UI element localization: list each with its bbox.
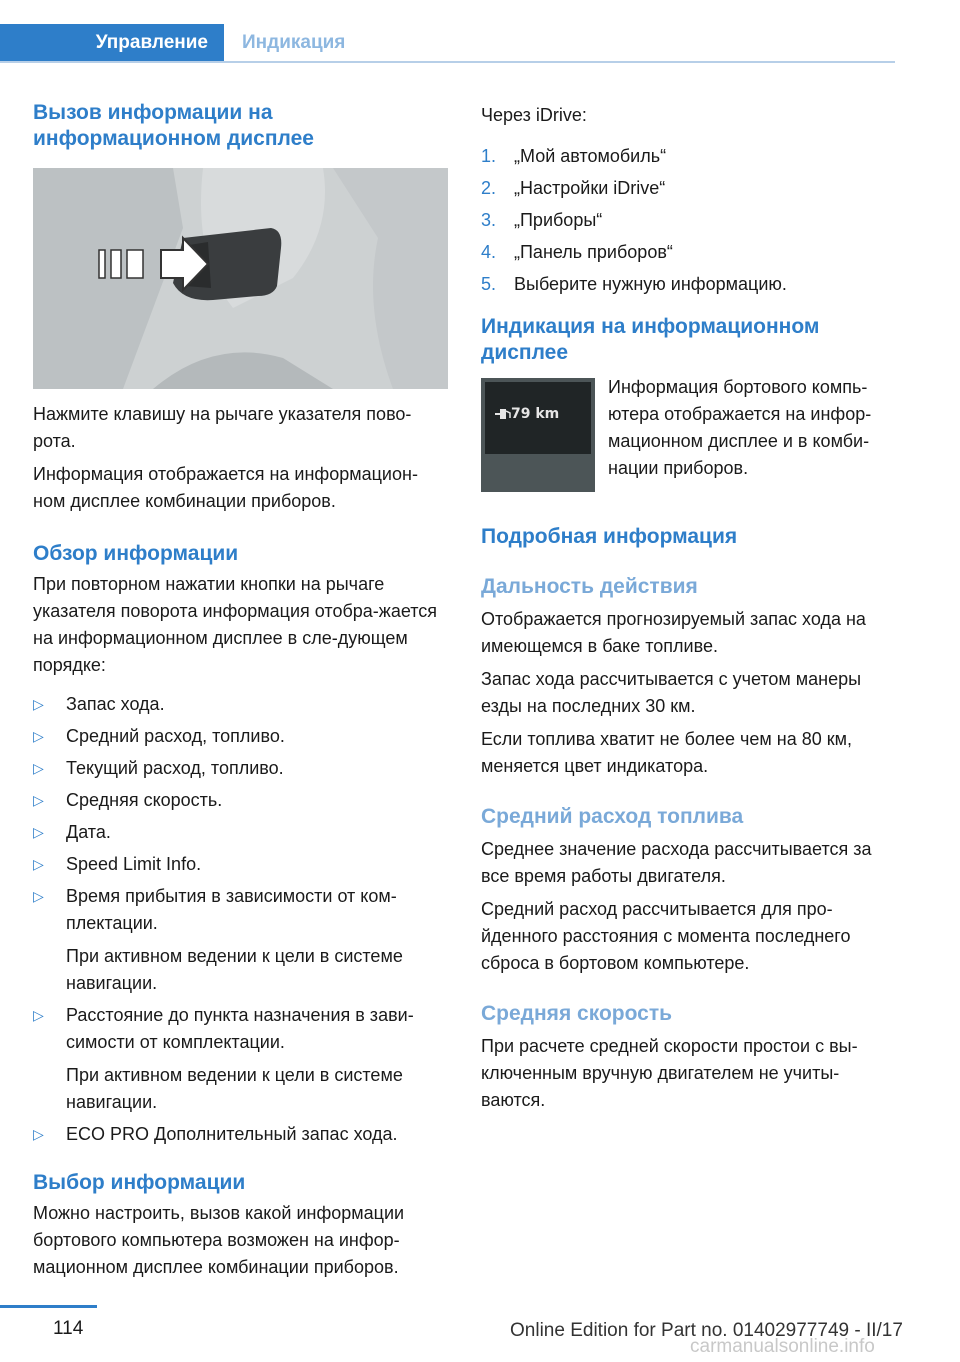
triangle-bullet-icon: ▷: [33, 824, 44, 840]
triangle-bullet-icon: ▷: [33, 760, 44, 776]
paragraph-via-idrive: Через iDrive:: [481, 105, 587, 125]
list-item: ▷ Средняя скорость.: [33, 787, 449, 814]
list-item-note: При активном ведении к цели в системе навигации.: [66, 1065, 403, 1112]
paragraph-choose-info: Можно настроить, вызов какой информации бортового компьютера возможен на инфор-мационном дисплее комбинации приборов.: [33, 1203, 405, 1277]
heading-overview: Обзор информации: [33, 542, 239, 565]
list-item: ▷ Средний расход, топливо.: [33, 723, 449, 750]
heading-display: Индикация на информационном дисплее: [481, 315, 820, 364]
list-item: 2. „Настройки iDrive“: [481, 178, 666, 198]
tab-display[interactable]: Индикация: [242, 32, 346, 53]
paragraph-info-shown: Информация отображается на информацион-ном дисплее комбинации приборов.: [33, 464, 418, 511]
left-column: [33, 100, 449, 1281]
list-item: 4. „Панель приборов“: [481, 242, 673, 262]
page-number: 114: [53, 1318, 84, 1339]
lever-illustration: [33, 168, 448, 389]
subheading-avg-consumption: Средний расход топлива: [481, 805, 744, 828]
triangle-bullet-icon: ▷: [33, 1126, 44, 1142]
triangle-bullet-icon: ▷: [33, 696, 44, 712]
fuel-pump-icon: [495, 408, 511, 420]
list-item: ▷ Speed Limit Info.: [33, 851, 449, 878]
list-item: ▷ ECO PRO Дополнительный запас хода.: [33, 1121, 449, 1148]
edition-note: Online Edition for Part no. 01402977749 - II/17: [510, 1320, 903, 1341]
triangle-bullet-icon: ▷: [33, 856, 44, 872]
triangle-bullet-icon: ▷: [33, 728, 44, 744]
paragraph-press-key: Нажмите клавишу на рычаге указателя пово-рота.: [33, 404, 412, 451]
paragraph-overview: При повторном нажатии кнопки на рычаге указателя поворота информация отобра-жается на информационном дисплее в сле-дующем порядке:: [33, 574, 438, 675]
heading-call-info: Вызов информации на информационном дисплее: [33, 101, 314, 150]
cluster-display-image: [481, 378, 595, 492]
header-tabs: [0, 24, 361, 62]
paragraph-avg-speed: При расчете средней скорости простои с вы-ключенным вручную двигателем не учиты-ваются.: [481, 1036, 858, 1110]
paragraph-avg-consumption-1: Среднее значение расхода рассчитывается за все время работы двигателя.: [481, 839, 872, 886]
list-item: ▷ Время прибытия в зависимости от ком-плектации. При активном ведении к цели в системе навигации.: [33, 883, 449, 997]
list-item: ▷ Запас хода.: [33, 691, 449, 718]
subheading-range: Дальность действия: [481, 575, 698, 598]
right-column: [481, 100, 897, 1114]
triangle-bullet-icon: ▷: [33, 1007, 44, 1023]
paragraph-display: Информация бортового компь-ютера отображается на инфор-мационном дисплее и в комби-нации приборов.: [608, 377, 872, 478]
range-readout: 79 km: [511, 406, 560, 422]
lever-photo: [33, 168, 448, 389]
list-item: 3. „Приборы“: [481, 210, 603, 230]
tab-control[interactable]: Управление: [0, 24, 224, 62]
list-item: ▷ Текущий расход, топливо.: [33, 755, 449, 782]
subheading-avg-speed: Средняя скорость: [481, 1002, 673, 1025]
paragraph-range-2: Запас хода рассчитывается с учетом манеры езды на последних 30 км.: [481, 669, 862, 716]
info-order-list: [33, 691, 449, 1148]
triangle-bullet-icon: ▷: [33, 888, 44, 904]
list-item: 5. Выберите нужную информацию.: [481, 274, 787, 294]
paragraph-avg-consumption-2: Средний расход рассчитывается для про-йденного расстояния с момента последнего сброса в бортовом компьютере.: [481, 899, 851, 973]
paragraph-range-3: Если топлива хватит не более чем на 80 км, меняется цвет индикатора.: [481, 729, 853, 776]
paragraph-range-1: Отображается прогнозируемый запас хода на имеющемся в баке топливе.: [481, 609, 866, 656]
idrive-steps: [481, 143, 897, 298]
list-item: ▷ Дата.: [33, 819, 449, 846]
list-item-note: При активном ведении к цели в системе навигации.: [66, 946, 403, 993]
header-rule: [0, 61, 895, 63]
heading-detail: Подробная информация: [481, 525, 738, 548]
footer-rule: [0, 1305, 97, 1308]
triangle-bullet-icon: ▷: [33, 792, 44, 808]
list-item: 1. „Мой автомобиль“: [481, 146, 667, 166]
heading-choose-info: Выбор информации: [33, 1171, 246, 1194]
display-row: [481, 378, 897, 492]
watermark: carmanualsonline.info: [690, 1336, 875, 1357]
list-item: ▷ Расстояние до пункта назначения в зави-симости от комплектации. При активном ведении к цели в системе навигации.: [33, 1002, 449, 1116]
